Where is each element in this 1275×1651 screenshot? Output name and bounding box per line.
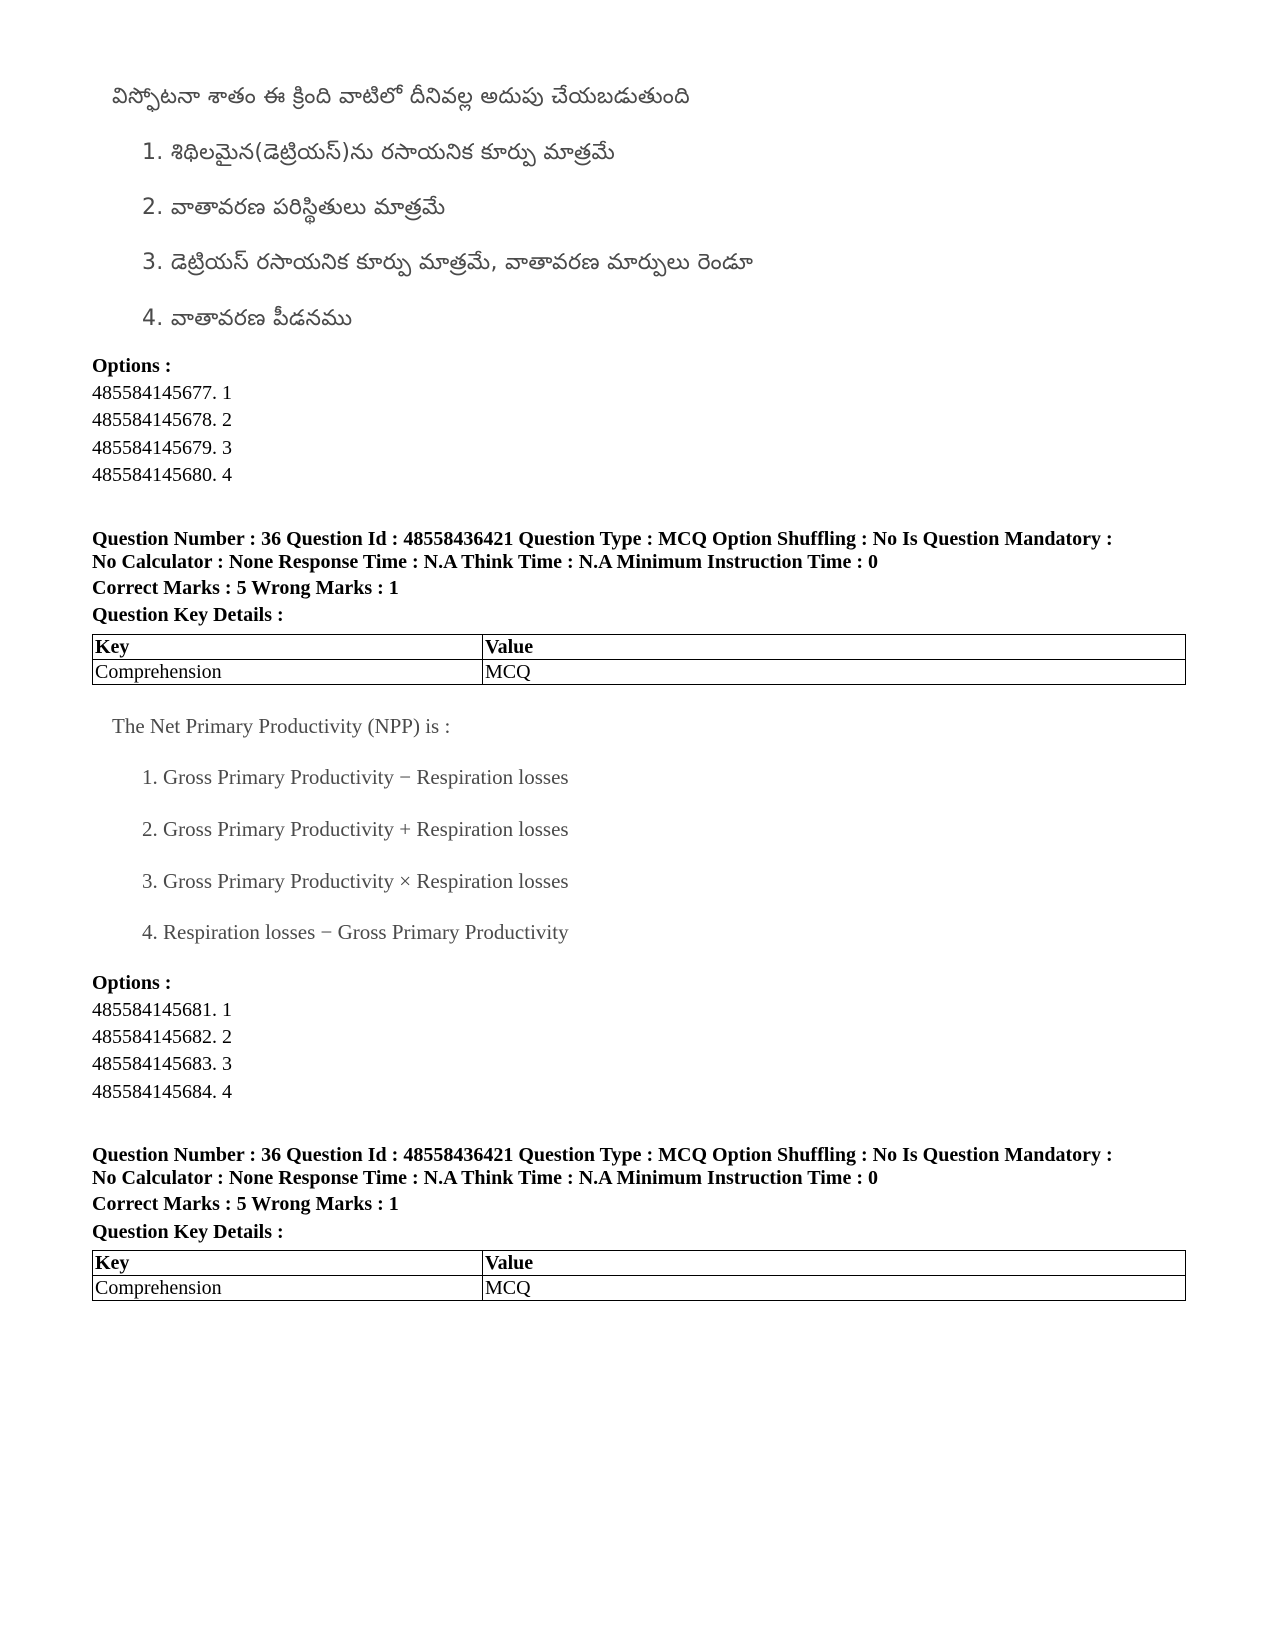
table-row [93,1276,1186,1301]
table-cell-key: Comprehension [93,1276,483,1301]
question-option-2: 2. Gross Primary Productivity + Respiration losses [142,817,569,841]
key-details-label: Question Key Details : [92,604,284,626]
table-header-value: Value [483,635,1186,660]
table-cell-key: Comprehension [93,660,483,685]
question-meta-line-1: Question Number : 36 Question Id : 48558436421 Question Type : MCQ Option Shuffling : No Is Question Mandatory : [92,528,1113,550]
question-meta-line-2: No Calculator : None Response Time : N.A Think Time : N.A Minimum Instruction Time : 0 [92,1167,878,1189]
question-stem: The Net Primary Productivity (NPP) is : [112,714,451,738]
question-option-3: 3. డెట్రియస్ రసాయనిక కూర్పు మాత్రమే, వాతావరణ మార్పులు రెండూ [142,250,754,275]
table-cell-value: MCQ [483,660,1186,685]
option-id-3: 485584145683. 3 [92,1053,232,1075]
question-meta-line-2: No Calculator : None Response Time : N.A Think Time : N.A Minimum Instruction Time : 0 [92,551,878,573]
options-label: Options : [92,972,172,994]
question-stem: విస్ఫోటనా శాతం ఈ క్రింది వాటిలో దీనివల్ల అదుపు చేయబడుతుంది [112,84,690,109]
key-details-label: Question Key Details : [92,1221,284,1243]
options-label: Options : [92,355,172,377]
key-details-table [92,1250,1186,1301]
option-id-1: 485584145681. 1 [92,999,232,1021]
marks-line: Correct Marks : 5 Wrong Marks : 1 [92,1193,399,1215]
table-header-row [93,635,1186,660]
marks-line: Correct Marks : 5 Wrong Marks : 1 [92,577,399,599]
table-header-key: Key [93,1251,483,1276]
option-id-1: 485584145677. 1 [92,382,232,404]
question-option-1: 1. శిథిలమైన(డెట్రియస్)ను రసాయనిక కూర్పు మాత్రమే [142,140,616,165]
option-id-4: 485584145684. 4 [92,1081,232,1103]
key-details-table [92,634,1186,685]
question-option-1: 1. Gross Primary Productivity − Respiration losses [142,765,569,789]
option-id-3: 485584145679. 3 [92,437,232,459]
table-header-value: Value [483,1251,1186,1276]
question-meta-line-1: Question Number : 36 Question Id : 48558436421 Question Type : MCQ Option Shuffling : No Is Question Mandatory : [92,1144,1113,1166]
question-option-3: 3. Gross Primary Productivity × Respiration losses [142,869,569,893]
option-id-2: 485584145678. 2 [92,409,232,431]
table-header-key: Key [93,635,483,660]
option-id-2: 485584145682. 2 [92,1026,232,1048]
question-option-4: 4. Respiration losses − Gross Primary Productivity [142,920,569,944]
table-header-row [93,1251,1186,1276]
table-cell-value: MCQ [483,1276,1186,1301]
option-id-4: 485584145680. 4 [92,464,232,486]
question-option-2: 2. వాతావరణ పరిస్థితులు మాత్రమే [142,195,446,220]
question-option-4: 4. వాతావరణ పీడనము [142,306,353,331]
table-row [93,660,1186,685]
